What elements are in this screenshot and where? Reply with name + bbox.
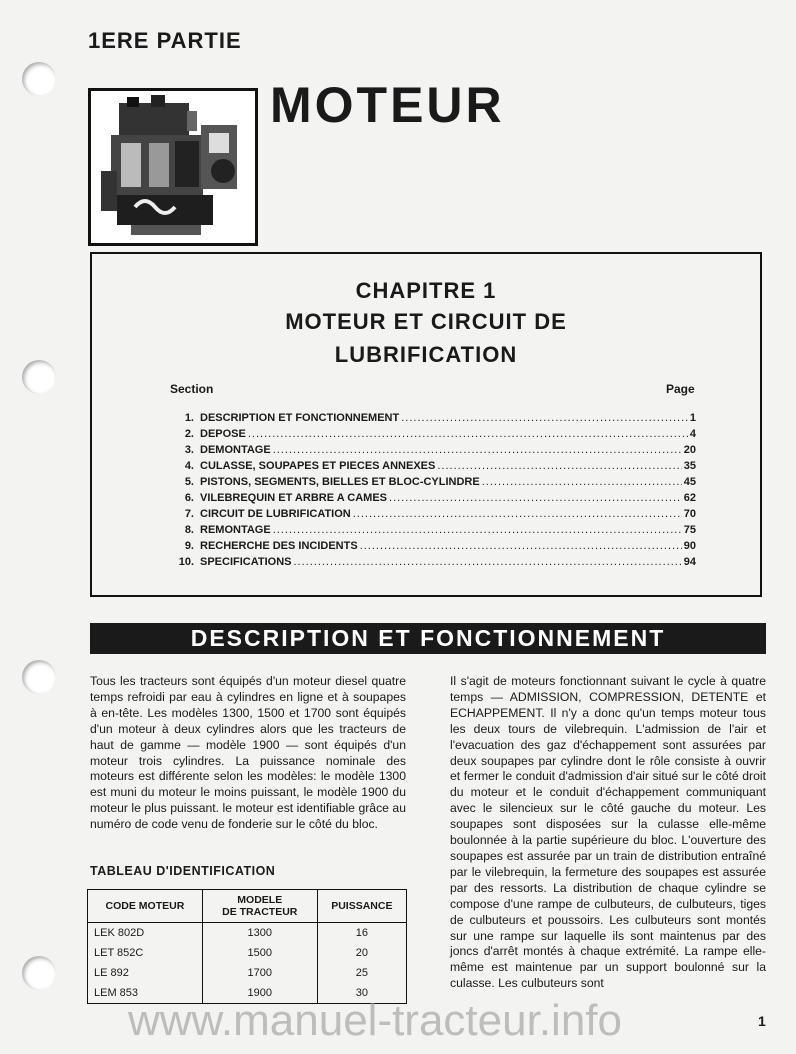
binder-hole [22, 956, 56, 990]
table-of-contents [172, 412, 696, 572]
page-column-header: Page [666, 382, 695, 396]
toc-leader [293, 556, 681, 568]
chapter-box [90, 252, 762, 597]
cell-code: LET 852C [88, 943, 203, 963]
table-row [88, 923, 407, 944]
toc-page: 75 [683, 524, 696, 536]
toc-number: 4. [184, 460, 194, 472]
toc-item [172, 524, 696, 540]
toc-title: DEPOSE [200, 428, 246, 440]
binder-hole [22, 62, 56, 96]
toc-page: 94 [683, 556, 696, 568]
cell-puissance: 30 [317, 983, 406, 1004]
cell-code: LE 892 [88, 963, 203, 983]
toc-leader [353, 508, 682, 520]
cell-puissance: 25 [317, 963, 406, 983]
toc-leader [437, 460, 681, 472]
toc-page: 4 [689, 428, 696, 440]
toc-number: 9. [184, 540, 194, 552]
intro-paragraph: Tous les tracteurs sont équipés d'un moteur diesel quatre temps refroidi par eau à cylindres en ligne et à soupapes à en-tête. Les modèles 1300, 1500 et 1700 sont équipés d'un moteur à deux cylindres alors que les tracteurs de haut de gamme — modèle 1900 — sont équipés d'un moteur trois cylindres. La puissance nominale des moteurs est différente selon les modèles: le modèle 1300 est muni du moteur le moins puissant, le modèle 1900 du moteur le plus puissant. le moteur est identifiable grâce au numéro de code venu de fonderie sur le côté du bloc. [90, 674, 406, 832]
cell-code: LEM 853 [88, 983, 203, 1004]
toc-leader [273, 524, 682, 536]
toc-number: 5. [184, 476, 194, 488]
table-header-modele [202, 890, 317, 923]
toc-title: DEMONTAGE [200, 444, 271, 456]
toc-title: SPECIFICATIONS [200, 556, 292, 568]
table-row [88, 943, 407, 963]
table-row [88, 963, 407, 983]
chapter-number: CHAPITRE 1 [355, 278, 497, 303]
toc-number: 10. [178, 556, 194, 568]
toc-title: CIRCUIT DE LUBRIFICATION [200, 508, 351, 520]
toc-title: CULASSE, SOUPAPES ET PIECES ANNEXES [200, 460, 436, 472]
engine-illustration [88, 88, 258, 246]
binder-hole [22, 660, 56, 694]
cell-puissance: 20 [317, 943, 406, 963]
header-modele-line1: MODELE [237, 894, 283, 906]
toc-title: RECHERCHE DES INCIDENTS [200, 540, 358, 552]
table-title: TABLEAU D'IDENTIFICATION [90, 864, 276, 878]
toc-number: 3. [184, 444, 194, 456]
toc-title: VILEBREQUIN ET ARBRE A CAMES [200, 492, 388, 504]
toc-page: 62 [683, 492, 696, 504]
identification-table [87, 889, 407, 1004]
part-label: 1ERE PARTIE [88, 28, 242, 53]
cycle-paragraph: Il s'agit de moteurs fonctionnant suivant le cycle à quatre temps — ADMISSION, COMPRESSION, DETENTE et ECHAPPEMENT. Il n'y a donc qu'un temps moteur tous les deux tours de vilebrequin. L'admission de l'air et l'evacuation des gaz d'échappement sont assurées par deux soupapes par cylindre dont le rôle consiste à ouvrir et fermer le conduit d'admission d'air situé sur le côté droit du moteur et le conduit d'échappement communiquant avec le silencieux sur le côté gauche du moteur. Les soupapes sont disposées sur la culasse elle-même boulonnée à la partie supérieure du bloc. L'ouverture des soupapes est assurée par un train de distribution entraîné par le vilebrequin, la fermeture des soupapes est assurée par des ressorts. La distribution de chaque cylindre se compose d'une rampe de culbuteurs, de culbuteurs, tiges de culbuteurs et poussoirs. Les culbuteurs sont montés sur une rampe sur laquelle ils sont maintenus par des joncs d'arrêt montés à chaque extrémité. La rampe elle-même est maintenue par un support boulonné sur la culasse. Les culbuteurs sont [450, 674, 766, 991]
engine-icon [91, 91, 255, 243]
toc-item [172, 444, 696, 460]
toc-item [172, 412, 696, 428]
toc-item [172, 540, 696, 556]
table-header-code: CODE MOTEUR [88, 890, 203, 923]
toc-page: 1 [689, 412, 696, 424]
table-header-puissance: PUISSANCE [317, 890, 406, 923]
page-number: 1 [758, 1013, 766, 1029]
toc-page: 70 [683, 508, 696, 520]
toc-number: 1. [184, 412, 194, 424]
cell-puissance: 16 [317, 923, 406, 944]
toc-item [172, 460, 696, 476]
page-title: MOTEUR [270, 77, 505, 133]
chapter-title-line2: LUBRIFICATION [334, 342, 518, 367]
toc-item [172, 556, 696, 572]
toc-page: 35 [683, 460, 696, 472]
toc-item [172, 476, 696, 492]
toc-item [172, 492, 696, 508]
toc-title: PISTONS, SEGMENTS, BIELLES ET BLOC-CYLINDRE [200, 476, 480, 488]
section-banner: DESCRIPTION ET FONCTIONNEMENT [90, 623, 766, 654]
toc-title: REMONTAGE [200, 524, 271, 536]
toc-leader [401, 412, 688, 424]
toc-number: 6. [184, 492, 194, 504]
section-column-header: Section [170, 382, 214, 396]
cell-modele: 1900 [202, 983, 317, 1004]
toc-number: 2. [184, 428, 194, 440]
toc-page: 45 [683, 476, 696, 488]
cell-modele: 1700 [202, 963, 317, 983]
chapter-title-line1: MOTEUR ET CIRCUIT DE [285, 309, 567, 334]
toc-page: 90 [683, 540, 696, 552]
cell-modele: 1300 [202, 923, 317, 944]
toc-leader [482, 476, 682, 488]
toc-number: 7. [184, 508, 194, 520]
toc-leader [273, 444, 682, 456]
toc-page: 20 [683, 444, 696, 456]
toc-leader [248, 428, 688, 440]
toc-item [172, 508, 696, 524]
watermark: www.manuel-tracteur.info [128, 996, 622, 1045]
cell-modele: 1500 [202, 943, 317, 963]
toc-leader [360, 540, 682, 552]
binder-hole [22, 360, 56, 394]
cell-code: LEK 802D [88, 923, 203, 944]
toc-title: DESCRIPTION ET FONCTIONNEMENT [200, 412, 400, 424]
header-modele-line2: DE TRACTEUR [222, 906, 298, 918]
toc-number: 8. [184, 524, 194, 536]
toc-item [172, 428, 696, 444]
toc-leader [389, 492, 682, 504]
